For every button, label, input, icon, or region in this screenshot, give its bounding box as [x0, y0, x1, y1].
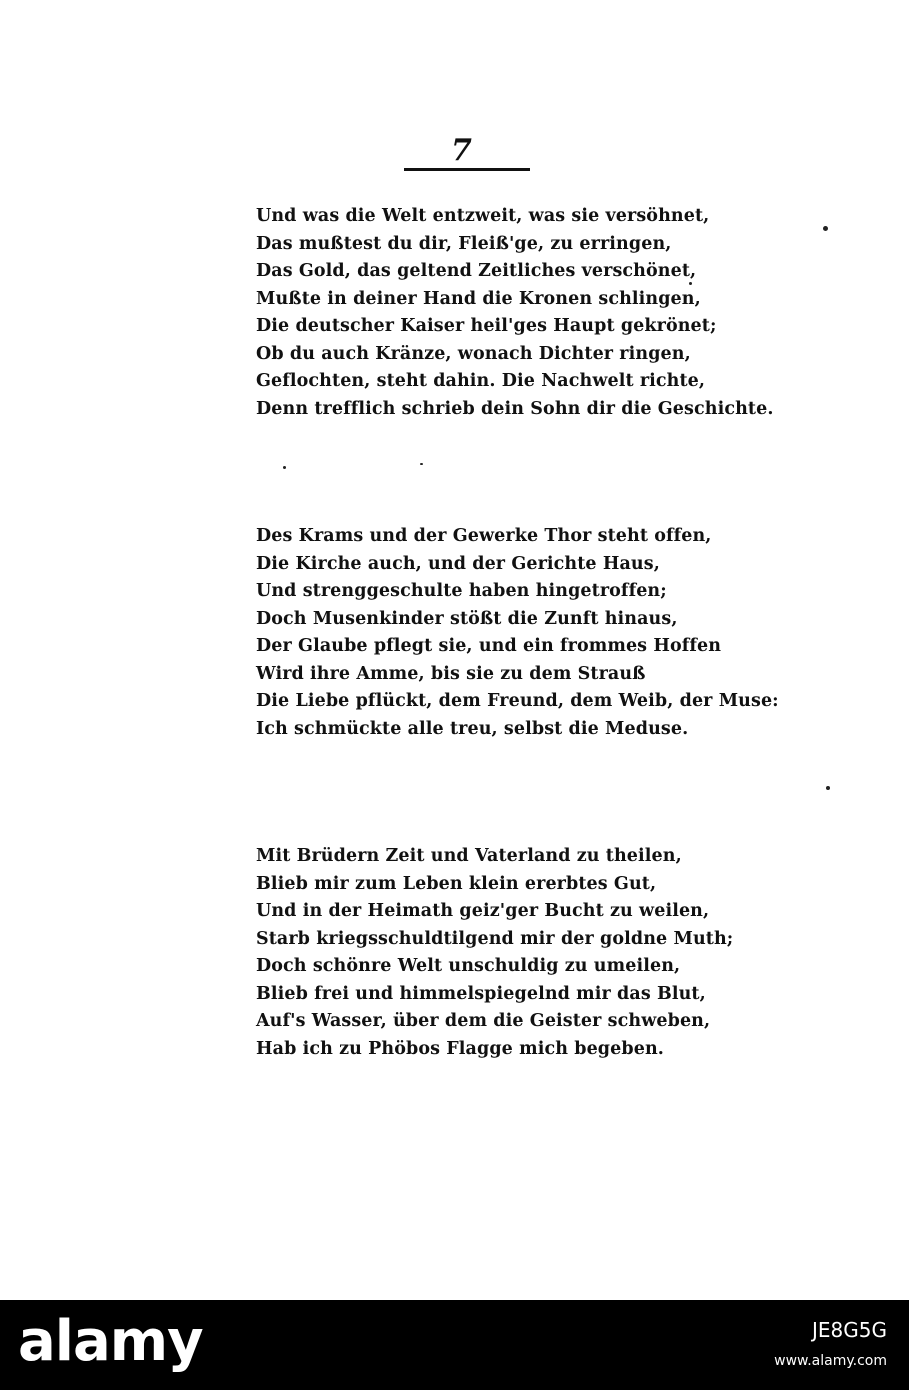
print-speck	[420, 463, 423, 465]
page-number: 7	[451, 133, 472, 168]
stanza-2	[256, 523, 779, 743]
poem-line: Die Kirche auch, und der Gerichte Haus,	[256, 553, 660, 574]
stock-logo: alamy	[18, 1309, 203, 1374]
image-id: JE8G5G	[812, 1318, 887, 1342]
poem-line: Auf's Wasser, über dem die Geister schweben,	[256, 1011, 711, 1031]
poem-line: Und strenggeschulte haben hingetroffen;	[256, 581, 667, 601]
poem-line: Starb kriegsschuldtilgend mir der goldne Muth;	[256, 928, 734, 949]
stanza-1	[256, 203, 776, 423]
poem-line: Geflochten, steht dahin. Die Nachwelt richte,	[256, 371, 706, 391]
poem-line: Wird ihre Amme, bis sie zu dem Strauß	[256, 663, 646, 684]
stock-url: www.alamy.com	[774, 1353, 887, 1369]
poem-line: Die deutscher Kaiser heil'ges Haupt gekrönet;	[256, 316, 717, 336]
poem-line: Blieb mir zum Leben klein ererbtes Gut,	[256, 873, 657, 894]
poem-line: Mit Brüdern Zeit und Vaterland zu theilen,	[256, 846, 682, 866]
poem-line: Und was die Welt entzweit, was sie versöhnet,	[256, 206, 710, 226]
poem-line: Hab ich zu Phöbos Flagge mich begeben.	[256, 1038, 664, 1059]
poem-line: Mußte in deiner Hand die Kronen schlingen,	[256, 288, 701, 309]
print-speck	[283, 466, 286, 469]
print-speck	[689, 282, 692, 285]
poem-line: Doch schönre Welt unschuldig zu umeilen,	[256, 956, 681, 976]
poem-line: Der Glaube pflegt sie, und ein frommes Hoffen	[256, 636, 722, 656]
print-speck	[823, 226, 828, 231]
poem-line: Doch Musenkinder stößt die Zunft hinaus,	[256, 608, 678, 629]
page-number-rule	[404, 168, 530, 171]
poem-line: Ob du auch Kränze, wonach Dichter ringen,	[256, 343, 691, 364]
print-speck	[826, 786, 830, 790]
poem-line: Das mußtest du dir, Fleiß'ge, zu erringen,	[256, 233, 672, 254]
poem-line: Denn trefflich schrieb dein Sohn dir die Geschichte.	[256, 398, 774, 419]
poem-line: Ich schmückte alle treu, selbst die Meduse.	[256, 718, 689, 739]
poem-line: Blieb frei und himmelspiegelnd mir das Blut,	[256, 983, 706, 1004]
poem-line: Des Krams und der Gewerke Thor steht offen,	[256, 526, 712, 546]
stanza-3	[256, 843, 776, 1063]
poem-line: Das Gold, das geltend Zeitliches verschönet,	[256, 261, 697, 281]
poem-line: Die Liebe pflückt, dem Freund, dem Weib, der Muse:	[256, 691, 779, 711]
poem-line: Und in der Heimath geiz'ger Bucht zu weilen,	[256, 901, 710, 921]
